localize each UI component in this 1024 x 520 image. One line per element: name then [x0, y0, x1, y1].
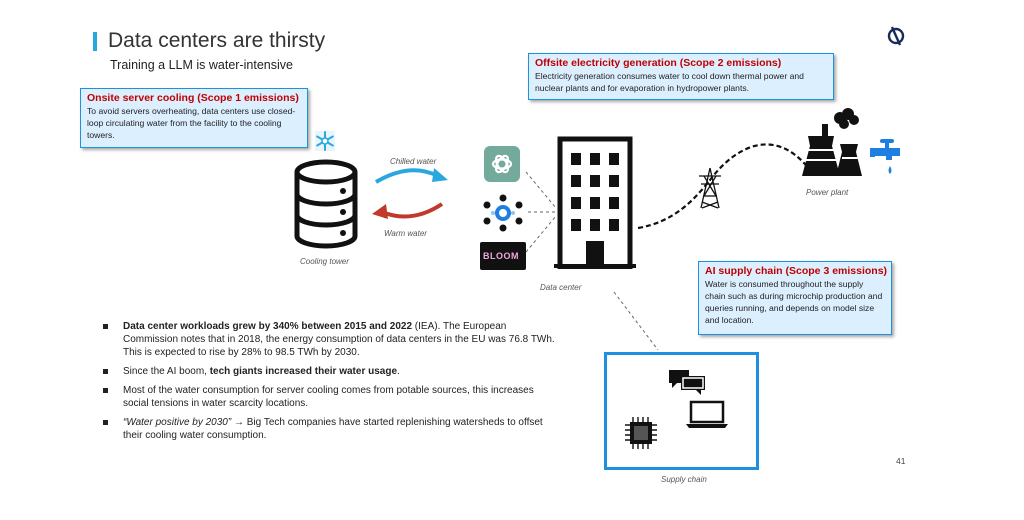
snowflake-icon — [314, 130, 336, 152]
scope3-callout — [698, 261, 892, 335]
bullet-2-post: . — [397, 366, 400, 377]
scope1-callout — [80, 88, 308, 148]
bullet-item — [100, 416, 560, 442]
bullet-item — [100, 384, 560, 410]
scope1-heading: Onsite server cooling (Scope 1 emissions) — [87, 92, 299, 104]
scope3-body: Water is consumed throughout the supply chain such as during microchip production and queries running, and depends on model size and location. — [705, 279, 883, 325]
bloom-logo — [480, 242, 526, 270]
supply-chain-box — [604, 352, 759, 470]
page-number: 41 — [896, 456, 906, 466]
data-center-label: Data center — [540, 283, 582, 292]
microchip-icon — [623, 415, 659, 451]
pylon-icon — [698, 166, 722, 210]
scope2-body: Electricity generation consumes water to cool down thermal power and nuclear plants and for evaporation in hydropower plants. — [535, 71, 804, 93]
warm-water-label: Warm water — [384, 229, 427, 238]
warm-water-arrow — [368, 200, 448, 222]
water-tap-icon — [870, 136, 906, 178]
cooling-tower-label: Cooling tower — [300, 257, 349, 266]
openai-icon — [484, 146, 520, 182]
bullet-4-arrow: → — [233, 417, 244, 428]
scope2-heading: Offsite electricity generation (Scope 2 emissions) — [535, 57, 782, 69]
power-plant-icon — [796, 106, 866, 180]
bullet-list — [100, 320, 560, 448]
chilled-water-arrow — [372, 164, 452, 186]
scope3-heading: AI supply chain (Scope 3 emissions) — [705, 265, 888, 277]
database-icon — [293, 158, 359, 250]
slide-title: Data centers are thirsty — [108, 29, 326, 52]
bullet-1-bold: Data center workloads grew by 340% between 2015 and 2022 — [123, 321, 413, 332]
scope2-callout — [528, 53, 834, 100]
bullet-4-text: Big Tech companies have started replenishing watersheds to offset their cooling water consumption. — [123, 417, 543, 441]
chilled-water-label: Chilled water — [390, 157, 437, 166]
bullet-2-pre: Since the AI boom, — [123, 366, 210, 377]
laptop-icon — [685, 400, 729, 430]
slide-subtitle: Training a LLM is water-intensive — [110, 58, 293, 72]
bullet-2-bold: tech giants increased their water usage — [209, 366, 398, 377]
circle-slash-logo-icon — [884, 24, 908, 48]
bloom-label: BLOOM — [483, 251, 519, 261]
building-icon — [554, 135, 636, 269]
bullet-3-text: Most of the water consumption for server cooling comes from potable sources, this increases social tensions in water scarcity locations. — [123, 385, 534, 409]
supply-chain-link — [612, 290, 662, 354]
power-line — [634, 130, 814, 240]
chat-bubbles-icon — [667, 368, 707, 396]
network-nodes-icon — [481, 193, 525, 233]
scope1-body: To avoid servers overheating, data centers use closed-loop circulating water from the facility to the cooling towers. — [87, 106, 296, 140]
power-plant-label: Power plant — [806, 188, 849, 197]
supply-chain-label: Supply chain — [661, 475, 707, 484]
bullet-1-text: (IEA). The European Commission notes that in 2018, the energy consumption of data centers in the EU was 76.8 TWh. This is expected to rise by 28% to 98.5 TWh by 2030. — [123, 321, 555, 358]
bullet-4-italic: “Water positive by 2030” — [123, 417, 232, 428]
bullet-item — [100, 365, 560, 378]
bullet-item — [100, 320, 560, 359]
title-accent-bar — [93, 32, 97, 51]
